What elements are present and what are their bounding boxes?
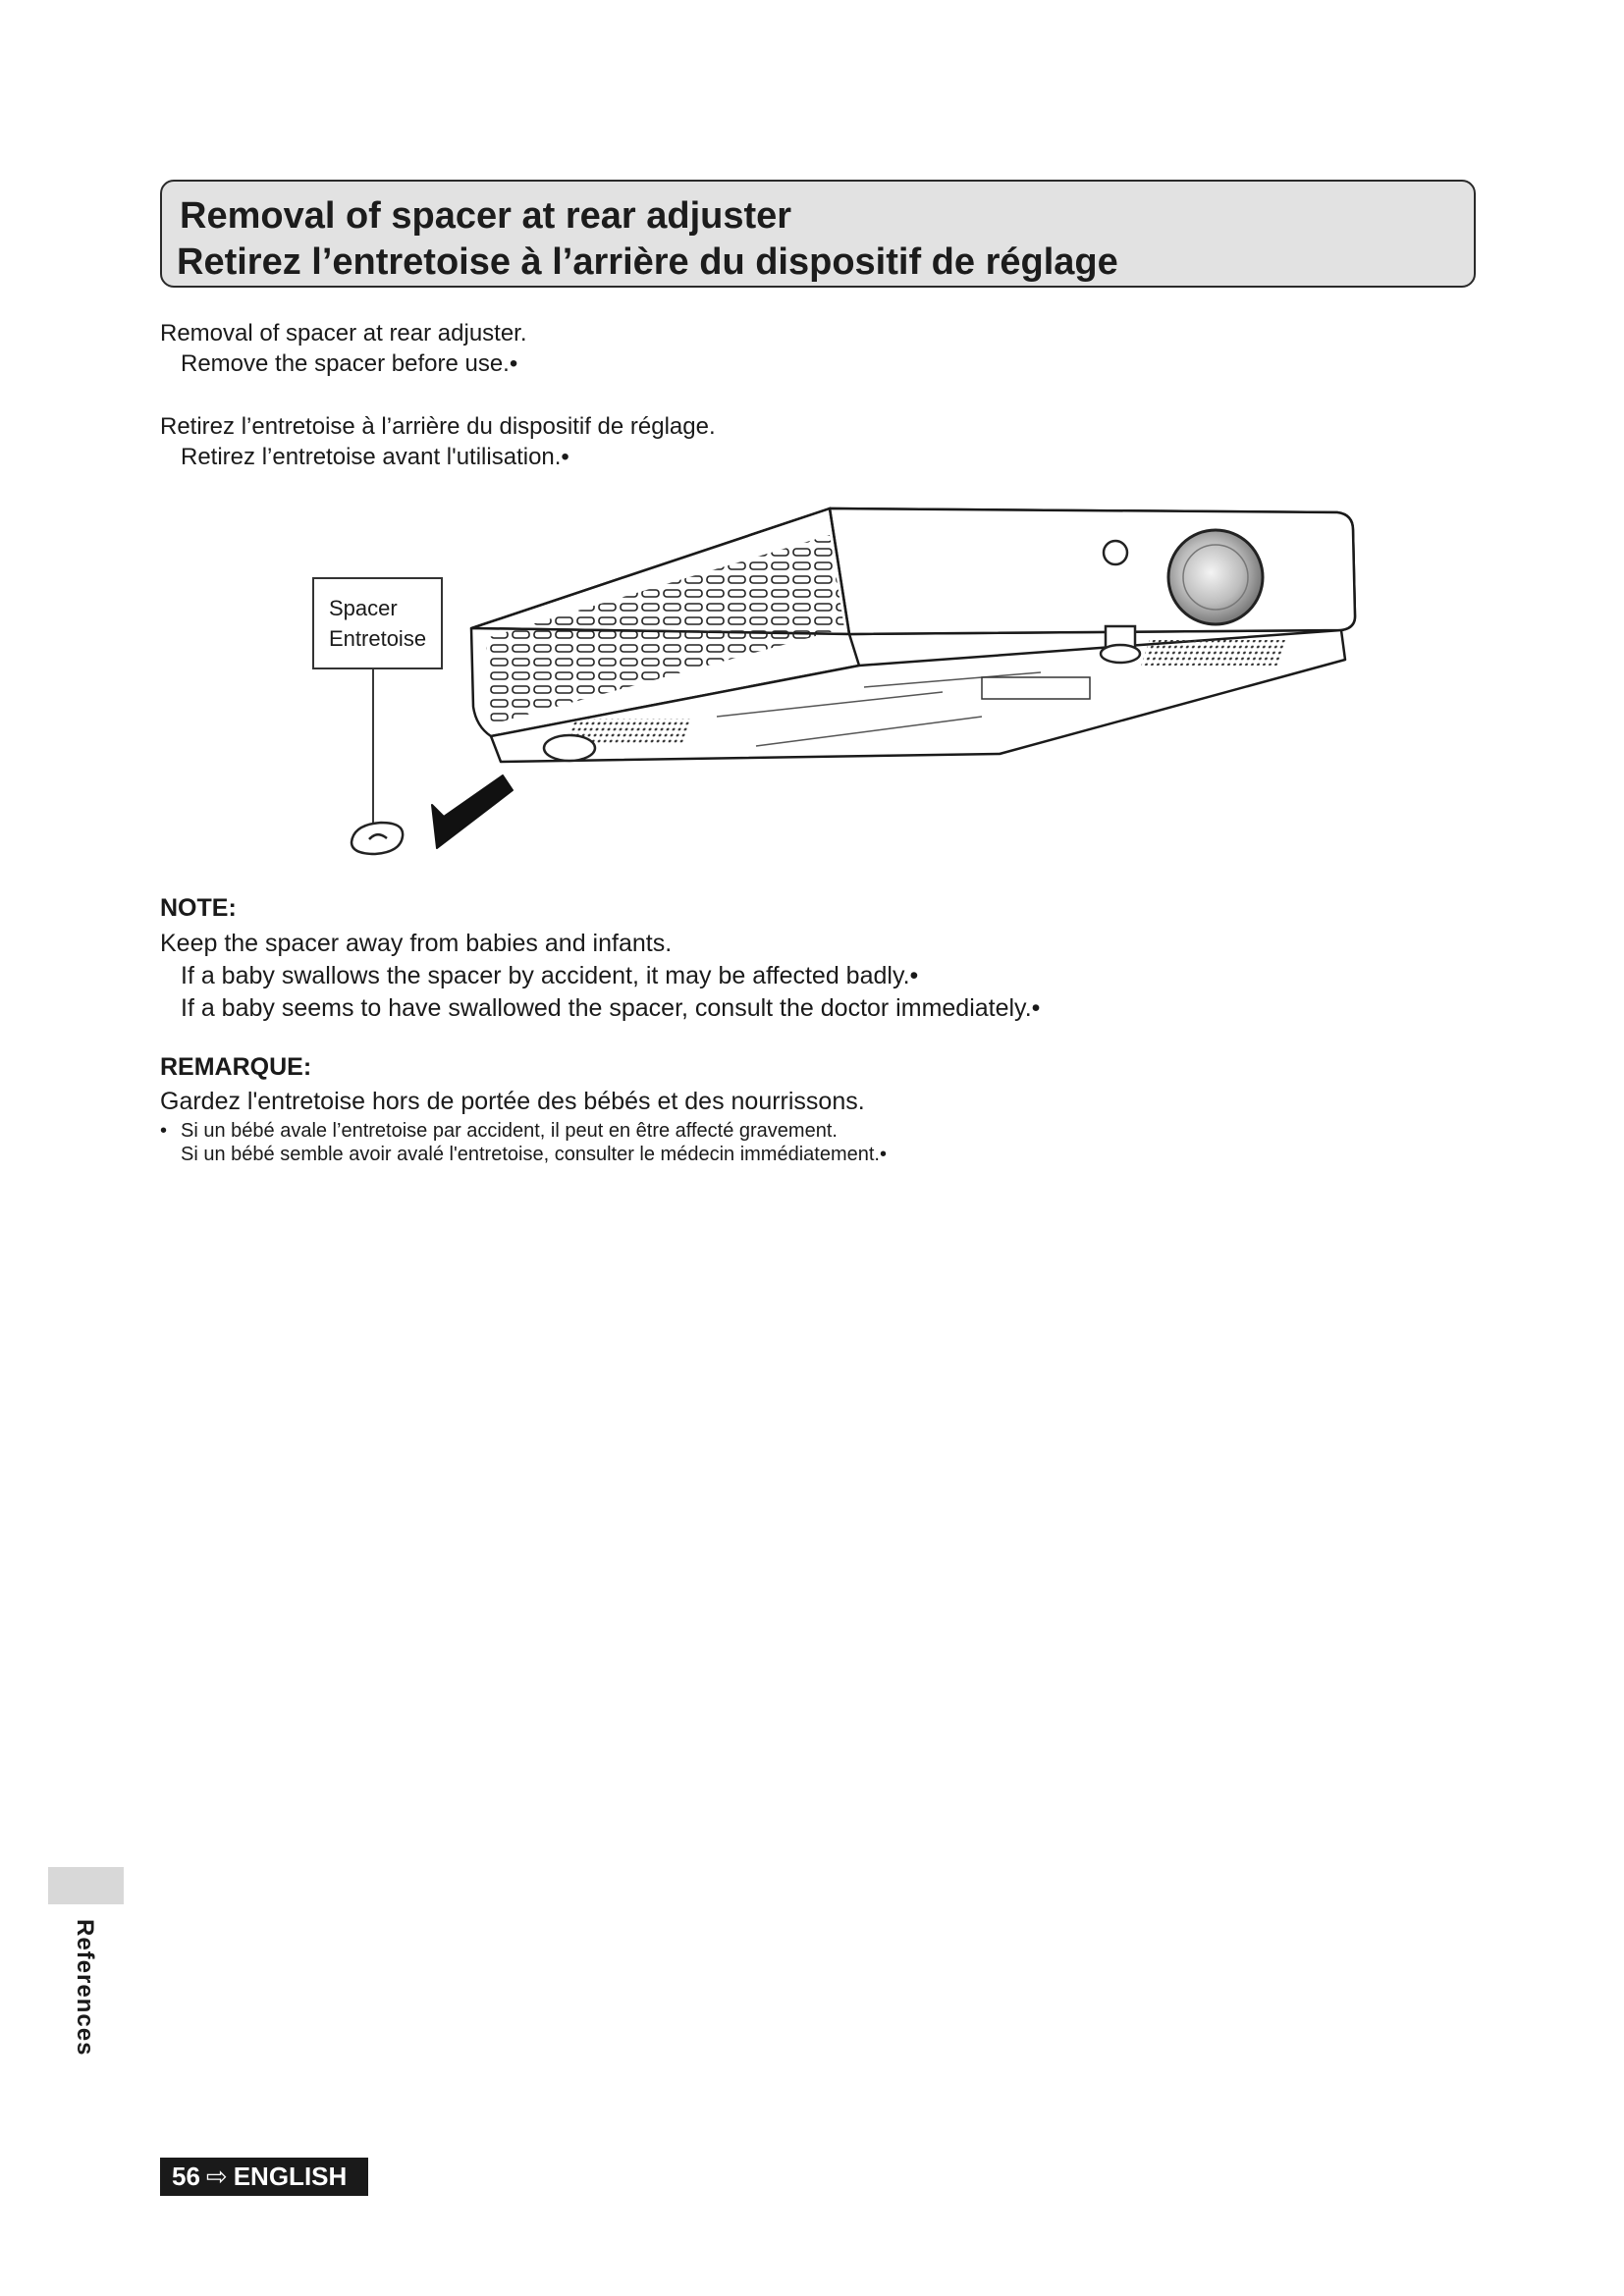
note-heading: NOTE: [160, 894, 237, 922]
note-french-line3-text: Si un bébé semble avoir avalé l'entretoise, consulter le médecin immédiatement.• [181, 1144, 887, 1165]
callout-french: Entretoise [329, 626, 427, 651]
intro-french-line2: Retirez l’entretoise avant l'utilisation.• [181, 444, 569, 470]
rear-adjuster-icon [544, 735, 595, 761]
note-english-body [160, 928, 1040, 1025]
intro-english-line1: Removal of spacer at rear adjuster. [160, 320, 527, 347]
sensor-icon [1104, 541, 1127, 564]
intro-english-line2: Remove the spacer before use.• [181, 350, 518, 377]
bullet-mark: • [160, 1120, 168, 1142]
note-french-line2 [160, 1119, 838, 1144]
note-french-line2-text: Si un bébé avale l’entretoise par accident, il peut en être affecté gravement. [181, 1120, 838, 1142]
intro-french [160, 411, 716, 472]
note-english-line3: If a baby seems to have swallowed the spacer, consult the doctor immediately.• [181, 994, 1041, 1022]
section-title-english: Removal of spacer at rear adjuster [180, 195, 792, 237]
spacer-callout [312, 577, 443, 669]
note-english-line1: Keep the spacer away from babies and infants. [160, 930, 673, 957]
page-footer [160, 2158, 368, 2196]
callout-english: Spacer [329, 596, 398, 620]
removal-arrow-icon [432, 775, 513, 848]
footer-language: ENGLISH [233, 2162, 348, 2191]
arrow-right-icon: ⇨ [205, 2162, 228, 2191]
note-french-line1: Gardez l'entretoise hors de portée des bébés et des nourrissons. [160, 1088, 865, 1115]
projector-illustration [295, 491, 1375, 883]
spacer-icon [352, 823, 403, 854]
remarque-heading: REMARQUE: [160, 1053, 312, 1081]
section-label: References [72, 1919, 98, 2056]
intro-english [160, 318, 527, 379]
section-tab [48, 1867, 124, 1904]
section-title-french: Retirez l’entretoise à l’arrière du dispositif de réglage [177, 241, 1118, 283]
section-title-box [160, 180, 1476, 288]
intro-french-line1: Retirez l’entretoise à l’arrière du dispositif de réglage. [160, 413, 716, 440]
note-english-line2: If a baby swallows the spacer by accident, it may be affected badly.• [181, 962, 919, 989]
page-number: 56 [172, 2162, 200, 2191]
note-french-line3 [160, 1143, 887, 1167]
